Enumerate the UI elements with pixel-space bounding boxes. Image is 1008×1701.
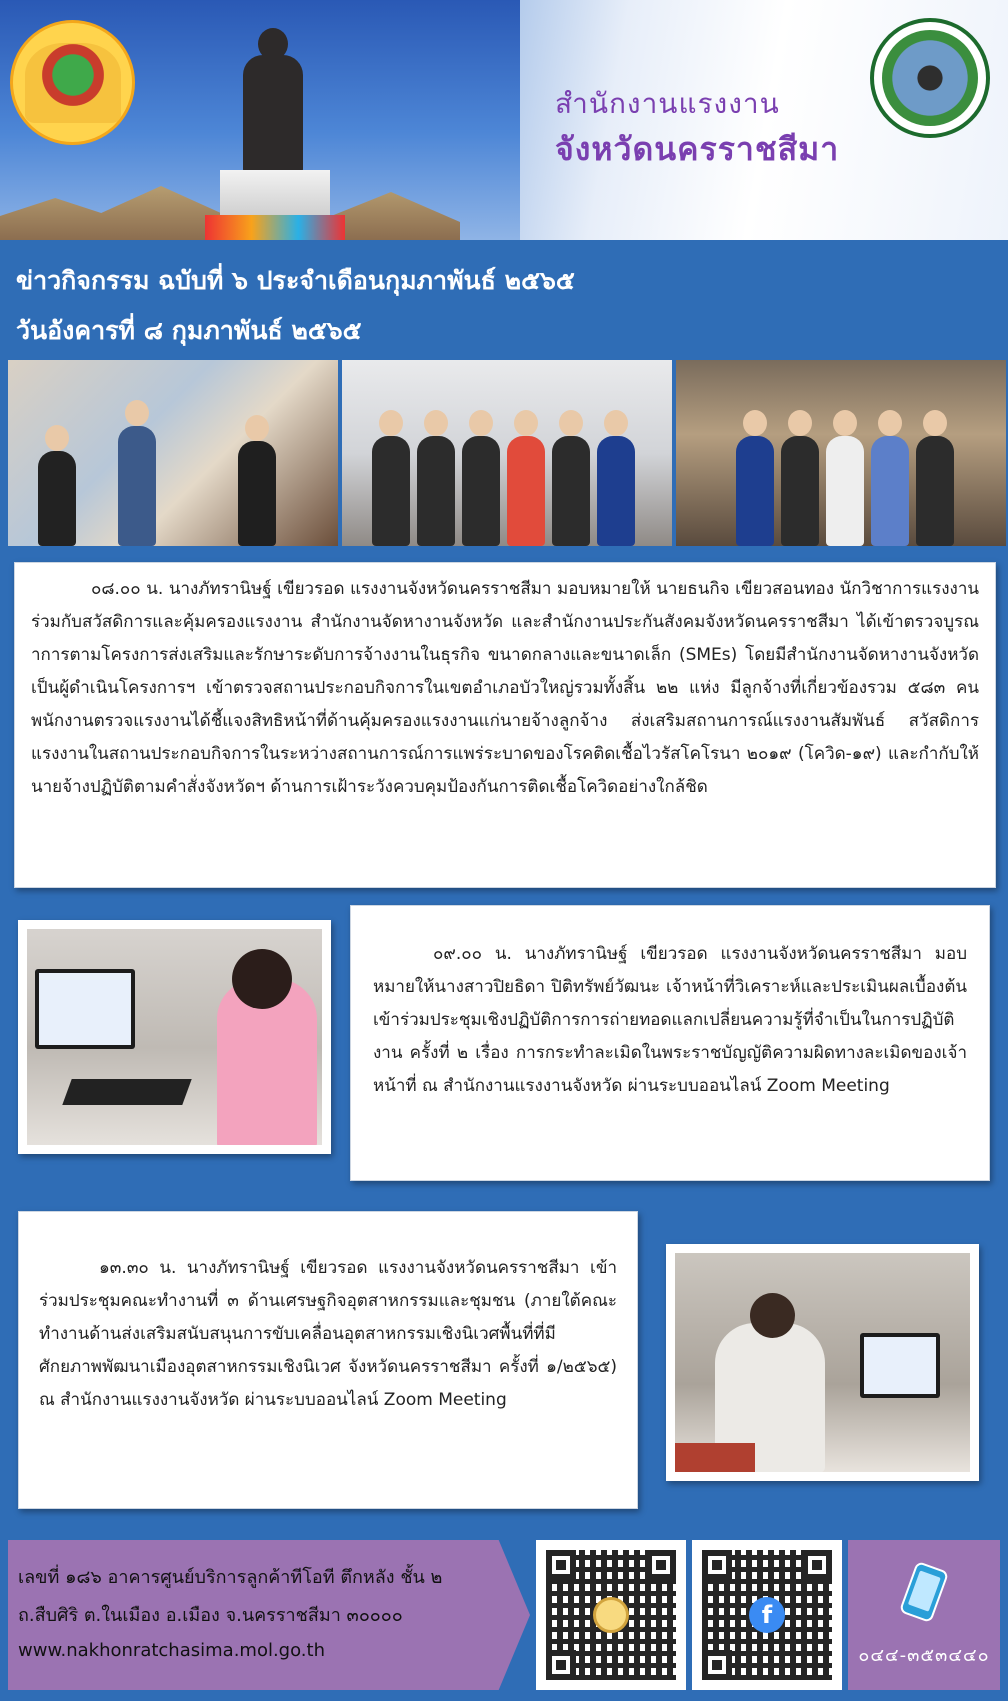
qr-code-facebook[interactable] [692, 1540, 842, 1690]
photo-zoom-meeting [675, 1253, 970, 1472]
person-figure [826, 436, 864, 546]
person-figure [736, 436, 774, 546]
photo-frame-zoom-meeting [666, 1244, 979, 1481]
statue-image [243, 55, 303, 175]
province-seal-logo [870, 18, 990, 138]
photo-inspection-meeting [8, 360, 338, 546]
photo-group-store [342, 360, 672, 546]
ribbon-decoration [205, 215, 345, 240]
activity-photo-strip [8, 360, 1006, 546]
newsletter-title [16, 256, 575, 356]
activity-text-3: ๑๓.๓๐ น. นางภัทรานิษฐ์ เขียวรอด แรงงานจังหวัดนครราชสีมา เข้าร่วมประชุมคณะทำงานที่ ๓ ด้านเศรษฐกิจอุตสาหกรรมและชุมชน (ภายใต้คณะทำงานด้านส่งเสริมสนับสนุนการขับเคลื่อนอุตสาหกรรมเชิงนิเวศพื้นที่ที่มีศักยภาพพัฒนาเมืองอุตสาหกรรมเชิงนิเวศ จังหวัดนครราชสีมา ครั้งที่ ๑/๒๕๖๕) ณ สำนักงานแรงงานจังหวัด ผ่านระบบออนไลน์ Zoom Meeting [39, 1258, 617, 1410]
chair [675, 1443, 755, 1472]
ministry-seal-icon [593, 1597, 629, 1633]
activity-text-2: ๐๙.๐๐ น. นางภัทรานิษฐ์ เขียวรอด แรงงานจังหวัดนครราชสีมา มอบหมายให้นางสาวปิยธิดา ปิติทรัพย์วัฒนะ เจ้าหน้าที่วิเคราะห์และประเมินผลเบื้องต้น เข้าร่วมประชุมเชิงปฏิบัติการการถ่ายทอดแลกเปลี่ยนความรู้ที่จำเป็นในการปฏิบัติงาน ครั้งที่ ๒ เรื่อง การกระทำละเมิดในพระราชบัญญัติความผิดทางละเมิดของเจ้าหน้าที่ ณ สำนักงานแรงงานจังหวัด ผ่านระบบออนไลน์ Zoom Meeting [373, 944, 967, 1096]
qr-code-icon [702, 1550, 832, 1680]
ministry-of-labour-logo [10, 20, 135, 145]
computer-monitor-icon [35, 969, 135, 1049]
person-figure [372, 436, 410, 546]
phone-number[interactable]: ๐๔๔-๓๕๓๔๔๐ [858, 1645, 990, 1666]
person-figure [781, 436, 819, 546]
person-figure [417, 436, 455, 546]
person-figure [238, 441, 276, 546]
qr-code-website[interactable] [536, 1540, 686, 1690]
person-figure [871, 436, 909, 546]
person-figure [38, 451, 76, 546]
person-head [232, 949, 292, 1009]
computer-monitor-icon [860, 1333, 940, 1398]
mobile-phone-icon [898, 1562, 950, 1622]
address-line2: ถ.สืบศิริ ต.ในเมือง อ.เมือง จ.นครราชสีมา ๓๐๐๐๐ [18, 1605, 403, 1626]
person-figure [552, 436, 590, 546]
header-banner [0, 0, 1008, 240]
ministry-emblem-icon [25, 43, 121, 123]
keyboard-icon [62, 1079, 191, 1105]
facebook-icon: f [749, 1597, 785, 1633]
office-name-line1: สำนักงานแรงงาน [555, 87, 780, 120]
phone-contact-panel [848, 1540, 1000, 1690]
activity-text-1: ๐๘.๐๐ น. นางภัทรานิษฐ์ เขียวรอด แรงงานจังหวัดนครราชสีมา มอบหมายให้ นายธนกิจ เขียวสอนทอง นักวิชาการแรงงาน ร่วมกับสวัสดิการและคุ้มครองแรงงาน สำนักงานจัดหางานจังหวัด และสำนักงานประกันสังคมจังหวัดนครราชสีมา ได้เข้าตรวจบูรณาการตามโครงการส่งเสริมและรักษาระดับการจ้างงานในธุรกิจ ขนาดกลางและขนาดเล็ก (SMEs) โดยมีสำนักงานจัดหางานจังหวัดเป็นผู้ดำเนินโครงการฯ เข้าตรวจสถานประกอบกิจการในเขตอำเภอบัวใหญ่รวมทั้งสิ้น ๒๒ แห่ง มีลูกจ้างที่เกี่ยวข้องรวม ๕๘๓ คน พนักงานตรวจแรงงานได้ชี้แจงสิทธิหน้าที่ด้านคุ้มครองแรงงานแก่นายจ้างลูกจ้าง ส่งเสริมสถานการณ์แรงงานสัมพันธ์ สวัสดิการแรงงานในสถานประกอบกิจการในระหว่างสถานการณ์การแพร่ระบาดของโรคติดเชื้อไวรัสโคโรนา ๒๐๑๙ (โควิด-๑๙) และกำกับให้นายจ้างปฏิบัติตามคำสั่งจังหวัดฯ ด้านการเฝ้าระวังควบคุมป้องกันการติดเชื้อโควิดอย่างใกล้ชิด [31, 579, 979, 797]
person-figure [916, 436, 954, 546]
person-head [750, 1293, 795, 1338]
photo-group-shop [676, 360, 1006, 546]
activity-text-box-2 [350, 905, 990, 1181]
person-figure [118, 426, 156, 546]
activity-text-box-3 [18, 1211, 638, 1509]
person-figure [462, 436, 500, 546]
person-figure [597, 436, 635, 546]
office-name-line2: จังหวัดนครราชสีมา [555, 130, 840, 168]
person-figure [507, 436, 545, 546]
address-line1: เลขที่ ๑๘๖ อาคารศูนย์บริการลูกค้าทีโอที ตึกหลัง ชั้น ๒ [18, 1567, 443, 1588]
province-seal-icon [882, 30, 978, 126]
photo-frame-online-training [18, 920, 331, 1154]
qr-code-icon [546, 1550, 676, 1680]
title-line1: ข่าวกิจกรรม ฉบับที่ ๖ ประจำเดือนกุมภาพันธ์ ๒๕๖๕ [16, 266, 575, 295]
photo-online-training [27, 929, 322, 1145]
website-link[interactable]: www.nakhonratchasima.mol.go.th [18, 1640, 325, 1661]
title-line2: วันอังคารที่ ๘ กุมภาพันธ์ ๒๕๖๕ [16, 316, 362, 345]
activity-text-box-1 [14, 562, 996, 888]
